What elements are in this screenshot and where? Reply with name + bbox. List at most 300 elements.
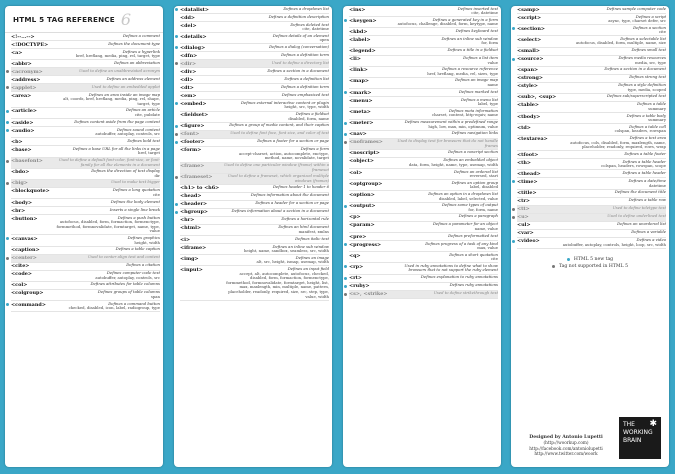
tag-attributes: dir	[154, 172, 160, 178]
tag-name	[11, 255, 55, 261]
new-tag-dot-icon	[512, 27, 515, 30]
tag-label: <td>	[517, 124, 531, 131]
description-text: Defines a dropdown list	[283, 6, 329, 11]
tag-label: <menu>	[349, 97, 373, 104]
tag-name	[180, 23, 224, 29]
table-row	[349, 139, 498, 150]
tag-description	[393, 264, 498, 273]
tag-name	[349, 109, 393, 115]
unsupported-tag-dot-icon	[6, 257, 9, 260]
tag-description	[55, 200, 160, 205]
tag-label: <dl>	[180, 76, 194, 83]
tag-attributes: summary	[648, 117, 666, 123]
tag-name	[11, 61, 55, 67]
tag-label: <a>	[11, 49, 23, 56]
tag-description	[561, 114, 666, 123]
tag-name	[349, 264, 393, 270]
tag-attributes: autofocus, disabled, form, formaction, formenctype, formmethod, formnovalidate, formtarget, name, type, value	[56, 219, 160, 234]
new-tag-dot-icon	[175, 46, 178, 49]
tag-name	[180, 53, 224, 59]
tag-label: <aside>	[11, 119, 34, 126]
tag-name	[349, 48, 393, 54]
table-row	[349, 78, 498, 89]
description-text: Defines information about a section in a document	[231, 208, 329, 214]
unsupported-tag-dot-icon	[6, 182, 9, 185]
tag-label: <!--...-->	[11, 33, 35, 40]
tag-name	[11, 216, 55, 222]
tag-list	[511, 6, 669, 249]
description-text: Defines a table cell	[629, 123, 666, 129]
description-text: Defines an input field	[287, 265, 329, 271]
tag-description	[55, 85, 160, 90]
new-tag-dot-icon	[512, 58, 515, 61]
table-row	[11, 41, 160, 49]
tag-label: <command>	[11, 301, 46, 308]
page-title: HTML 5 TAG REFERENCE	[13, 14, 115, 24]
tag-name	[180, 267, 224, 273]
unsupported-tag-dot-icon	[552, 265, 555, 268]
tag-description	[393, 203, 498, 212]
description-text: Used to define font face, font size, and color of text	[230, 130, 329, 136]
tag-label: <dfn>	[180, 52, 198, 59]
table-row	[11, 92, 160, 108]
tag-name	[349, 98, 393, 104]
tag-name	[349, 253, 393, 259]
tag-name	[11, 139, 55, 145]
tag-label: <ins>	[349, 6, 366, 13]
tag-list	[343, 6, 501, 299]
tag-label: <em>	[180, 92, 197, 99]
tag-attributes: colspan, headers, rowspan, scope	[601, 163, 666, 169]
description-text: Defines details of an element	[272, 32, 329, 38]
tag-attributes: disabled, label, selected, value	[438, 195, 498, 201]
description-text: Defines a style definition	[618, 82, 666, 88]
tag-label: <colgroup>	[11, 290, 44, 297]
tag-description	[561, 83, 666, 92]
legend	[511, 249, 669, 269]
description-text: Used to make text bigger	[111, 179, 160, 185]
tag-description	[224, 237, 329, 242]
tag-label: <del>	[180, 22, 197, 29]
tag-name	[349, 170, 393, 176]
table-row	[349, 17, 498, 28]
tag-description	[393, 98, 498, 107]
tag-label: <tfoot>	[517, 151, 539, 158]
tag-label: <bdo>	[11, 169, 30, 176]
tag-description	[393, 253, 498, 262]
tag-description	[561, 7, 666, 12]
tag-label: <tt>	[517, 206, 530, 213]
tag-description	[55, 50, 160, 59]
tag-description	[561, 67, 666, 72]
description-text: Defines ruby annotations	[449, 282, 498, 288]
description-text: Defines an address element	[106, 75, 160, 81]
table-row	[349, 158, 498, 169]
description-text: Defines an image	[295, 254, 329, 260]
description-text: Used to define a frameset, which organized multiple windows (frames)	[227, 173, 329, 183]
tag-label: <option>	[349, 191, 375, 198]
tag-label: <datalist>	[180, 6, 209, 13]
description-text: Defines preformatted text	[448, 232, 498, 238]
tag-description	[55, 34, 160, 39]
tag-label: <pre>	[349, 233, 367, 240]
tag-description	[224, 201, 329, 206]
tag-attributes: autobuffer, autoplay, controls, height, loop, src, width	[562, 241, 666, 247]
tag-description	[224, 131, 329, 136]
new-tag-dot-icon	[175, 141, 178, 144]
description-text: Defines an embedded object	[443, 157, 498, 163]
tag-label: <var>	[517, 230, 534, 237]
description-text: Defines a table caption	[115, 246, 160, 252]
tag-description	[55, 290, 160, 299]
table-row	[349, 56, 498, 67]
tag-attributes: type, media, scoped	[627, 86, 666, 92]
table-row	[11, 119, 160, 127]
tag-description	[393, 192, 498, 201]
description-text: Defines inserted text	[457, 6, 498, 11]
tag-label: <blockquote>	[11, 188, 50, 195]
tag-label: <rp>	[349, 263, 364, 270]
table-row	[180, 163, 329, 174]
tag-name	[349, 222, 393, 228]
tag-description	[561, 160, 666, 169]
tag-name	[11, 236, 55, 242]
tag-name	[180, 112, 224, 118]
tag-attributes: colspan, headers, rowspan	[614, 128, 666, 134]
tag-attributes: cite, datetime	[302, 26, 329, 32]
description-text: Defines a hyperlink	[122, 48, 160, 54]
table-row	[11, 188, 160, 199]
tag-description	[393, 90, 498, 95]
tag-name	[180, 245, 224, 251]
tag-description	[393, 37, 498, 46]
tag-name	[517, 222, 561, 228]
tag-description	[224, 15, 329, 20]
tag-name	[11, 77, 55, 83]
table-row	[180, 100, 329, 111]
new-tag-dot-icon	[175, 211, 178, 214]
table-row	[11, 49, 160, 60]
tag-label: <code>	[11, 271, 32, 278]
tag-label: <optgroup>	[349, 180, 383, 187]
tag-description	[561, 206, 666, 211]
description-text: Defines keyboard text	[455, 27, 498, 33]
tag-label: <s>, <strike>	[349, 291, 388, 298]
unsupported-tag-dot-icon	[512, 208, 515, 211]
tag-name	[349, 234, 393, 240]
table-row	[517, 83, 666, 94]
tag-description	[393, 78, 498, 87]
tag-name	[349, 29, 393, 35]
tag-description	[224, 163, 329, 172]
tag-attributes: height, width	[134, 239, 160, 245]
tag-label: <p>	[349, 214, 361, 221]
tag-name	[180, 131, 224, 137]
asterisk-icon: ✱	[649, 419, 657, 429]
tag-description	[55, 42, 160, 47]
new-tag-dot-icon	[6, 121, 9, 124]
description-text: Defines sample computer code	[606, 6, 666, 11]
table-row	[349, 191, 498, 202]
tag-attributes: href, hreflang, media, ping, rel, target, type	[75, 53, 160, 59]
table-row	[11, 68, 160, 76]
description-text: Defines some types of output	[441, 202, 498, 208]
description-text: Defines content aside from the page content	[74, 118, 160, 124]
tag-attributes: cite	[490, 256, 498, 262]
tag-label: <progress>	[349, 241, 382, 248]
tag-attributes: autofocus, disabled, form, multiple, name, size	[576, 40, 666, 46]
table-row	[180, 244, 329, 255]
tag-attributes: value	[487, 59, 498, 65]
tag-attributes: charset, content, http-equiv, name	[431, 112, 498, 118]
table-row	[11, 235, 160, 246]
tag-description	[224, 225, 329, 234]
description-text: Defines an abbreviation	[114, 59, 160, 65]
tag-name	[180, 34, 224, 40]
tag-label: <form>	[180, 147, 202, 154]
description-text: Defines a table header	[622, 169, 666, 175]
tag-attributes: disabled, form, name	[288, 115, 329, 121]
tag-name	[517, 26, 561, 32]
tag-label: <button>	[11, 215, 38, 222]
tag-name	[180, 93, 224, 99]
table-row	[349, 169, 498, 180]
description-text: Defines navigation links	[451, 130, 498, 136]
table-row	[349, 97, 498, 108]
table-row	[349, 180, 498, 191]
description-text: Used to define teletype text	[612, 205, 666, 211]
new-tag-dot-icon	[344, 277, 347, 280]
tag-description	[55, 271, 160, 280]
table-row	[349, 263, 498, 274]
tag-attributes: label, disabled	[470, 184, 498, 190]
tag-description	[224, 7, 329, 12]
table-row	[11, 76, 160, 84]
tag-description	[55, 282, 160, 287]
tag-label: <details>	[180, 33, 207, 40]
tag-attributes: href, hreflang, media, rel, sizes, type	[427, 70, 498, 76]
description-text: Defines a header for a section or page	[255, 200, 329, 206]
description-text: Defines groups of table columns	[97, 289, 160, 295]
description-text: Defines emphasized text	[281, 91, 329, 97]
tag-name	[517, 75, 561, 81]
tag-label: <dt>	[180, 84, 194, 91]
description-text: Defines a definition term	[281, 83, 329, 89]
tag-description	[224, 139, 329, 144]
html5-logo: 6	[120, 9, 132, 29]
header	[5, 6, 163, 33]
tag-name	[11, 85, 55, 91]
tag-description	[224, 34, 329, 43]
tag-label: <thead>	[517, 170, 541, 177]
tag-label: <dd>	[180, 14, 196, 21]
new-tag-dot-icon	[344, 19, 347, 22]
tag-label: <dir>	[180, 60, 197, 67]
tag-label: <caption>	[11, 247, 40, 254]
tag-name	[517, 230, 561, 236]
tag-description	[561, 75, 666, 80]
table-row	[349, 291, 498, 299]
tag-description	[224, 174, 329, 183]
tag-name	[180, 217, 224, 223]
tag-name	[180, 174, 224, 180]
table-row	[517, 102, 666, 113]
tag-label: <center>	[11, 255, 37, 262]
table-row	[180, 266, 329, 300]
new-tag-dot-icon	[6, 303, 9, 306]
unsupported-tag-dot-icon	[175, 176, 178, 179]
tag-description	[224, 209, 329, 214]
table-row	[11, 301, 160, 312]
tag-label: <figure>	[180, 123, 205, 130]
description-text: Defines an image map	[455, 77, 498, 83]
tag-description	[561, 102, 666, 111]
description-text: Defines italic text	[295, 235, 329, 241]
tag-label: <strong>	[517, 75, 544, 82]
table-row	[180, 225, 329, 236]
tag-name	[517, 102, 561, 108]
description-text: Defines a dialog (conversation)	[269, 43, 329, 49]
tag-label: <frameset>	[180, 174, 213, 181]
tag-description	[393, 181, 498, 190]
tag-name	[11, 128, 55, 134]
tag-description	[224, 217, 329, 222]
description-text: Defines information about the document	[250, 192, 329, 198]
tag-name	[517, 171, 561, 177]
tag-attributes: alt, src, height, ismap, usemap, width	[256, 259, 329, 265]
tag-name	[11, 69, 55, 75]
tag-name	[517, 7, 561, 13]
tag-label: <iframe>	[180, 244, 207, 251]
tag-label: <embed>	[180, 100, 207, 107]
table-row	[180, 236, 329, 244]
table-row	[11, 158, 160, 169]
tag-name	[517, 238, 561, 244]
tag-label: <cite>	[11, 263, 30, 270]
tag-label: <area>	[11, 92, 32, 99]
unsupported-tag-dot-icon	[6, 86, 9, 89]
tag-name	[11, 200, 55, 206]
tag-name	[349, 275, 393, 281]
unsupported-tag-dot-icon	[512, 216, 515, 219]
tag-name	[11, 42, 55, 48]
tag-attributes: datetime	[648, 182, 666, 188]
tag-description	[393, 283, 498, 288]
description-text: Defines a script	[635, 13, 666, 19]
table-row	[517, 25, 666, 36]
description-text: Defines a definition description	[268, 13, 329, 19]
tag-attributes: span	[150, 293, 160, 299]
tag-description	[393, 158, 498, 167]
tag-name	[11, 180, 55, 186]
tag-label: <time>	[517, 178, 538, 185]
new-tag-dot-icon	[175, 35, 178, 38]
tag-name	[180, 77, 224, 83]
tag-name	[11, 290, 55, 296]
tag-label: <table>	[517, 102, 540, 109]
tag-attributes: async, type, charset defer, src	[608, 18, 666, 24]
tag-label: <th>	[517, 159, 532, 166]
description-text: Defines a noscript section	[448, 149, 498, 155]
tag-name	[11, 188, 55, 194]
description-text: Defines a definition list	[284, 75, 329, 81]
description-text: Defines media resources	[618, 55, 666, 61]
description-text: Defines a paragraph	[458, 213, 498, 219]
tag-name	[349, 7, 393, 13]
description-text: Used to define an embedded applet	[91, 83, 160, 89]
description-text: Used to display text for browsers that do not handle frames	[397, 138, 498, 148]
tag-label: <q>	[349, 252, 361, 259]
tag-label: <legend>	[349, 48, 376, 55]
description-text: Defines a long quotation	[112, 187, 160, 193]
tag-name	[349, 131, 393, 137]
unsupported-tag-dot-icon	[175, 133, 178, 136]
description-text: Defines computer code text	[106, 270, 160, 276]
tag-description	[55, 247, 160, 252]
tag-label: <meta>	[349, 108, 371, 115]
tag-description	[224, 147, 329, 161]
tag-label: <source>	[517, 56, 544, 63]
tag-attributes: checked, disabled, icon, label, radiogroup, type	[68, 305, 160, 311]
unsupported-tag-dot-icon	[344, 141, 347, 144]
tag-attributes: name, value	[474, 225, 498, 231]
description-text: Defines a title in a fieldset	[447, 47, 498, 53]
table-row	[180, 112, 329, 123]
table-row	[517, 124, 666, 135]
tag-description	[561, 152, 666, 157]
tag-description	[561, 198, 666, 203]
tag-description	[561, 37, 666, 46]
description-text: Defines a short quotation	[449, 251, 498, 257]
tag-label: <script>	[517, 14, 542, 21]
tag-label: <header>	[180, 201, 208, 208]
description-text: Defines an option in a dropdown list	[428, 190, 498, 196]
tag-attributes: manifest, xmlns	[298, 229, 329, 234]
tag-label: <select>	[517, 36, 542, 43]
tag-attributes: cite	[658, 29, 666, 35]
tag-name	[11, 208, 55, 214]
description-text: Defines small text	[631, 47, 666, 53]
tag-attributes: for, form	[481, 40, 498, 46]
description-text: Defines strong text	[629, 74, 666, 80]
description-text: Defines a footer for a section or page	[257, 138, 329, 144]
tag-description	[55, 108, 160, 117]
table-row	[517, 56, 666, 67]
tag-description	[55, 139, 160, 144]
tag-description	[224, 267, 329, 299]
tag-label: <applet>	[11, 84, 37, 91]
tag-description	[561, 94, 666, 99]
table-row	[349, 108, 498, 119]
tag-name	[349, 139, 393, 145]
tag-description	[561, 238, 666, 247]
tag-name	[349, 192, 393, 198]
tag-description	[393, 222, 498, 231]
tag-description	[393, 291, 498, 296]
description-text: Defines a fieldset	[295, 111, 329, 117]
table-row	[349, 67, 498, 78]
description-text: Defines explanation to ruby annotations	[420, 274, 498, 280]
description-text: Defines a comment	[123, 32, 160, 38]
tag-description	[393, 56, 498, 65]
tag-description	[224, 193, 329, 198]
table-row	[11, 108, 160, 119]
tag-description	[55, 216, 160, 234]
description-text: Defines external interactive content or plugin	[240, 99, 329, 105]
tag-name	[349, 18, 393, 24]
tag-name	[11, 247, 55, 253]
description-text: Defines a video	[636, 237, 666, 243]
